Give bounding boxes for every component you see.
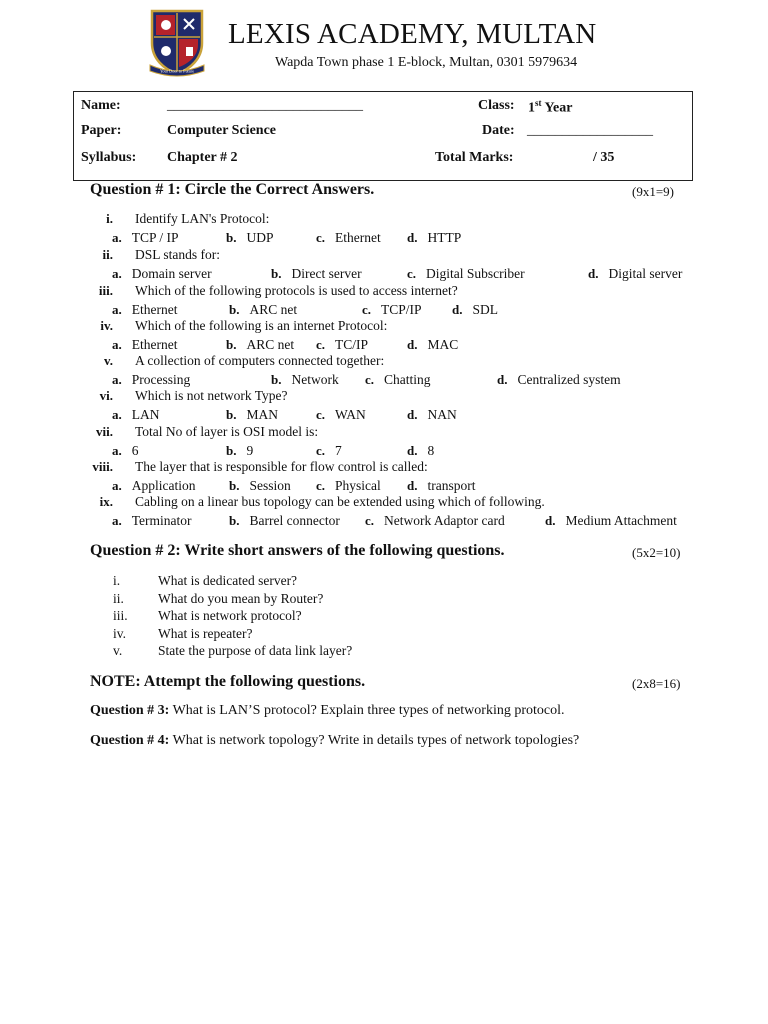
option-text: NAN bbox=[427, 407, 457, 422]
option-text: Ethernet bbox=[131, 302, 178, 317]
option-text: TC/IP bbox=[335, 337, 369, 352]
option-letter: d. bbox=[545, 513, 556, 528]
option-letter: c. bbox=[316, 337, 326, 352]
option-text: Digital Subscriber bbox=[426, 266, 525, 281]
mcq-option[interactable] bbox=[229, 477, 291, 495]
mcq-option[interactable] bbox=[316, 406, 366, 424]
short-question-text: What do you mean by Router? bbox=[158, 590, 324, 606]
option-text: TCP / IP bbox=[131, 230, 179, 245]
option-text: Network bbox=[291, 372, 339, 387]
option-letter: c. bbox=[365, 372, 375, 387]
mcq-stem: A collection of computers connected together: bbox=[135, 353, 385, 368]
option-letter: c. bbox=[316, 407, 326, 422]
option-letter: a. bbox=[112, 266, 122, 281]
note-marks: (2x8=16) bbox=[632, 676, 681, 691]
option-letter: c. bbox=[316, 443, 326, 458]
option-letter: c. bbox=[407, 266, 417, 281]
name-blank[interactable]: ____________________________ bbox=[167, 98, 363, 113]
option-text: HTTP bbox=[427, 230, 462, 245]
mcq-option[interactable] bbox=[407, 406, 457, 424]
q3-text: What is LAN’S protocol? Explain three types of networking protocol. bbox=[169, 703, 565, 718]
mcq-option[interactable] bbox=[365, 371, 431, 389]
option-text: ARC net bbox=[249, 302, 298, 317]
option-text: Physical bbox=[335, 478, 381, 493]
mcq-option[interactable] bbox=[316, 336, 368, 354]
mcq-stem: DSL stands for: bbox=[135, 247, 220, 262]
mcq-number: i. bbox=[106, 211, 113, 226]
mcq-option[interactable] bbox=[545, 512, 677, 530]
option-letter: a. bbox=[112, 372, 122, 387]
option-text: 6 bbox=[131, 443, 139, 458]
option-letter: d. bbox=[407, 407, 418, 422]
mcq-stem: Cabling on a linear bus topology can be extended using which of following. bbox=[135, 494, 545, 509]
paper-value: Computer Science bbox=[167, 123, 276, 138]
note-heading: NOTE: Attempt the following questions. bbox=[90, 673, 366, 690]
q4-text: What is network topology? Write in details types of network topologies? bbox=[169, 733, 580, 748]
option-text: LAN bbox=[131, 407, 160, 422]
short-question-text: State the purpose of data link layer? bbox=[158, 643, 353, 658]
option-text: Processing bbox=[131, 372, 191, 387]
mcq-option[interactable] bbox=[112, 512, 192, 530]
class-value: 1st Year bbox=[528, 98, 573, 116]
option-text: Ethernet bbox=[131, 337, 178, 352]
mcq-option[interactable] bbox=[588, 265, 682, 283]
mcq-option[interactable] bbox=[407, 229, 461, 247]
option-letter: b. bbox=[271, 372, 282, 387]
mcq-stem: Total No of layer is OSI model is: bbox=[135, 424, 319, 439]
mcq-option[interactable] bbox=[407, 265, 525, 283]
option-letter: a. bbox=[112, 407, 122, 422]
school-name: LEXIS ACADEMY, MULTAN bbox=[228, 18, 597, 50]
option-letter: c. bbox=[365, 513, 375, 528]
option-letter: d. bbox=[407, 337, 418, 352]
class-label: Class: bbox=[478, 98, 515, 113]
option-letter: b. bbox=[226, 337, 237, 352]
mcq-option[interactable] bbox=[316, 442, 342, 460]
option-text: Terminator bbox=[131, 513, 192, 528]
option-letter: b. bbox=[226, 407, 237, 422]
total-marks-value: / 35 bbox=[593, 150, 615, 165]
mcq-option[interactable] bbox=[229, 301, 297, 319]
short-question-text: What is dedicated server? bbox=[158, 573, 298, 588]
option-letter: c. bbox=[362, 302, 372, 317]
option-text: SDL bbox=[472, 302, 498, 317]
school-crest-logo bbox=[148, 7, 206, 77]
crest-motto: Your Door to Future bbox=[159, 68, 195, 74]
paper-label: Paper: bbox=[81, 123, 122, 138]
name-label: Name: bbox=[81, 98, 121, 113]
option-letter: a. bbox=[112, 443, 122, 458]
option-letter: b. bbox=[226, 443, 237, 458]
mcq-stem: The layer that is responsible for flow control is called: bbox=[135, 459, 428, 474]
mcq-option[interactable] bbox=[271, 265, 362, 283]
mcq-option[interactable] bbox=[365, 512, 505, 530]
short-question-text: What is network protocol? bbox=[158, 608, 302, 623]
option-text: Barrel connector bbox=[249, 513, 340, 528]
q3-label: Question # 3: bbox=[90, 703, 170, 718]
mcq-number: ix. bbox=[99, 494, 113, 509]
option-text: Network Adaptor card bbox=[384, 513, 505, 528]
mcq-option[interactable] bbox=[229, 512, 340, 530]
total-marks-label: Total Marks: bbox=[435, 150, 514, 165]
option-letter: d. bbox=[452, 302, 463, 317]
short-question-number: ii. bbox=[113, 590, 124, 606]
mcq-option[interactable] bbox=[112, 406, 160, 424]
mcq-option[interactable] bbox=[271, 371, 339, 389]
option-text: Session bbox=[249, 478, 291, 493]
mcq-number: iv. bbox=[100, 318, 113, 333]
option-text: MAC bbox=[427, 337, 459, 352]
q2-marks: (5x2=10) bbox=[632, 545, 681, 560]
syllabus-label: Syllabus: bbox=[81, 150, 137, 165]
option-text: Chatting bbox=[384, 372, 431, 387]
option-text: transport bbox=[427, 478, 476, 493]
option-text: ARC net bbox=[246, 337, 295, 352]
mcq-stem: Which of the following protocols is used to access internet? bbox=[135, 283, 458, 298]
option-text: Centralized system bbox=[517, 372, 621, 387]
mcq-number: ii. bbox=[102, 247, 113, 262]
mcq-option[interactable] bbox=[112, 265, 212, 283]
q1-heading: Question # 1: Circle the Correct Answers. bbox=[90, 181, 375, 198]
mcq-option[interactable] bbox=[407, 442, 434, 460]
date-label: Date: bbox=[482, 123, 515, 138]
q3-line bbox=[90, 703, 565, 719]
mcq-number: v. bbox=[103, 353, 113, 368]
q4-line bbox=[90, 733, 579, 749]
mcq-number: vii. bbox=[96, 424, 113, 439]
option-text: 8 bbox=[427, 443, 435, 458]
option-text: 9 bbox=[246, 443, 254, 458]
mcq-option[interactable] bbox=[112, 301, 177, 319]
mcq-option[interactable] bbox=[226, 442, 253, 460]
mcq-option[interactable] bbox=[316, 477, 381, 495]
option-text: Application bbox=[131, 478, 196, 493]
option-text: MAN bbox=[246, 407, 278, 422]
option-text: Ethernet bbox=[335, 230, 381, 245]
option-text: TCP/IP bbox=[381, 302, 422, 317]
option-letter: c. bbox=[316, 478, 326, 493]
short-question-text: What is repeater? bbox=[158, 625, 253, 641]
mcq-stem: Which of the following is an internet Protocol: bbox=[135, 318, 388, 333]
mcq-number: viii. bbox=[92, 459, 113, 474]
q1-marks: (9x1=9) bbox=[632, 184, 674, 199]
option-letter: a. bbox=[112, 337, 122, 352]
mcq-option[interactable] bbox=[226, 229, 274, 247]
short-question-number: v. bbox=[113, 643, 123, 658]
option-letter: d. bbox=[407, 230, 418, 245]
option-letter: d. bbox=[588, 266, 599, 281]
q2-heading: Question # 2: Write short answers of the following questions. bbox=[90, 542, 505, 559]
option-letter: a. bbox=[112, 513, 122, 528]
mcq-number: vi. bbox=[99, 388, 113, 403]
option-letter: d. bbox=[407, 443, 418, 458]
school-address: Wapda Town phase 1 E-block, Multan, 0301 5979634 bbox=[275, 55, 578, 70]
mcq-number: iii. bbox=[98, 283, 113, 298]
option-text: 7 bbox=[335, 443, 342, 458]
mcq-option[interactable] bbox=[226, 406, 278, 424]
mcq-stem: Which is not network Type? bbox=[135, 388, 288, 403]
short-question-number: i. bbox=[113, 573, 121, 588]
option-letter: b. bbox=[271, 266, 282, 281]
option-letter: b. bbox=[226, 230, 237, 245]
mcq-option[interactable] bbox=[497, 371, 621, 389]
option-text: WAN bbox=[335, 407, 366, 422]
option-letter: b. bbox=[229, 302, 240, 317]
syllabus-value: Chapter # 2 bbox=[167, 150, 238, 165]
option-letter: a. bbox=[112, 478, 122, 493]
mcq-option[interactable] bbox=[316, 229, 381, 247]
short-question-number: iii. bbox=[113, 608, 128, 623]
mcq-option[interactable] bbox=[112, 477, 196, 495]
option-letter: a. bbox=[112, 302, 122, 317]
option-text: Direct server bbox=[291, 266, 362, 281]
option-letter: d. bbox=[407, 478, 418, 493]
option-letter: b. bbox=[229, 513, 240, 528]
short-question-number: iv. bbox=[113, 625, 126, 641]
mcq-option[interactable] bbox=[112, 336, 177, 354]
q4-label: Question # 4: bbox=[90, 733, 170, 748]
mcq-option[interactable] bbox=[407, 336, 458, 354]
option-text: Medium Attachment bbox=[565, 513, 677, 528]
mcq-stem: Identify LAN's Protocol: bbox=[135, 211, 270, 226]
option-letter: c. bbox=[316, 230, 326, 245]
mcq-option[interactable] bbox=[112, 229, 179, 247]
mcq-option[interactable] bbox=[226, 336, 294, 354]
option-letter: a. bbox=[112, 230, 122, 245]
mcq-option[interactable] bbox=[407, 477, 475, 495]
mcq-option[interactable] bbox=[112, 442, 139, 460]
option-letter: b. bbox=[229, 478, 240, 493]
option-text: Digital server bbox=[608, 266, 683, 281]
option-text: Domain server bbox=[131, 266, 212, 281]
option-text: UDP bbox=[246, 230, 274, 245]
date-blank[interactable]: __________________ bbox=[527, 123, 653, 138]
mcq-option[interactable] bbox=[112, 371, 190, 389]
mcq-option[interactable] bbox=[452, 301, 498, 319]
mcq-option[interactable] bbox=[362, 301, 422, 319]
option-letter: d. bbox=[497, 372, 508, 387]
